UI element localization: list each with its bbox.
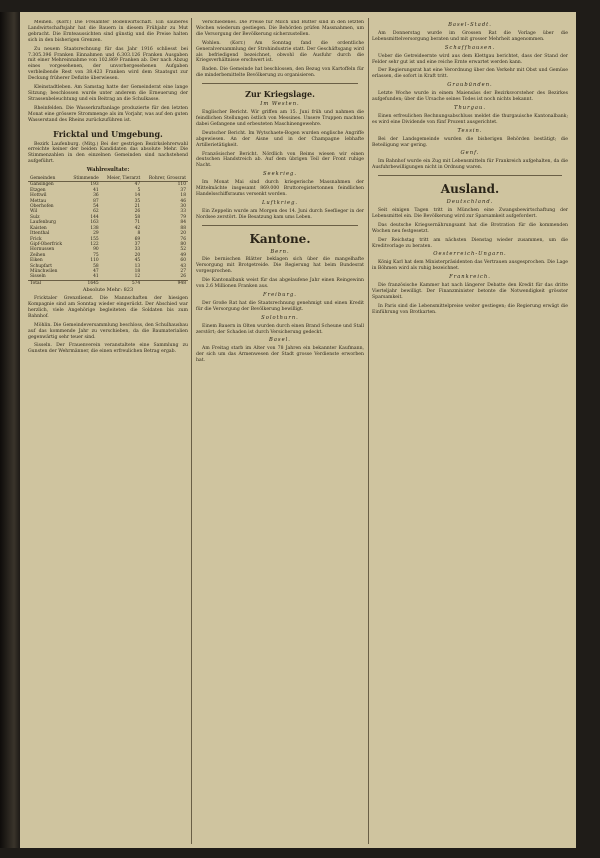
table-cell: 33 [180, 209, 186, 215]
subheading: Thurgau. [453, 104, 487, 111]
subheading: Im Westen. [260, 101, 300, 108]
column-middle [196, 20, 364, 844]
table-header: Stimmende [68, 176, 101, 182]
table-cell: 43 [180, 263, 186, 269]
article-paragraph: Seit einigen Tagen tritt in München eine Zwangsbewirtschaftung der Lebensmittel ein. Die Bevölkerung wird zur Sparsamkeit aufgefordert. [372, 208, 568, 219]
subheading: Solothurn. [261, 314, 299, 321]
article-paragraph: Englischer Bericht. Wir griffen am 15. Juni früh und nahmen die feindlichen Stellungen östlich von Messines. Unsere Truppen machten dabei Gefangene und erbeuteten Maschinengewehre. [196, 110, 364, 127]
table-cell: 13 [134, 263, 141, 269]
table-cell: 58 [134, 214, 141, 220]
table-cell: 155 [90, 236, 99, 242]
table-cell: 110 [177, 182, 186, 188]
table-cell: 8 [137, 231, 141, 237]
article-paragraph: Der Regierungsrat hat eine Verordnung über den Verkehr mit Obst und Gemüse erlassen, die sofort in Kraft tritt. [372, 68, 568, 80]
article-paragraph: Bezirk Laufenburg. (Mitg.) Bei der gestrigen Bezirkslehrerwahl erreichte keiner der beiden Kandidaten das absolute Mehr. Die Stimmenzahlen in den einzelnen Gemeinden sind nachstehend aufgeführt. [28, 141, 188, 165]
article-paragraph: Letzte Woche wurde in einem Maiensäss der Bezirksvorsteher des Bezirkes aufgefunden; über die Ursache seines Todes ist noch nichts bekannt. [372, 91, 568, 103]
table-cell: Oberhofen [30, 204, 54, 210]
table-cell: 49 [180, 252, 186, 258]
table-cell: 41 [93, 274, 99, 280]
absolute-majority-note: Absolute Mehr: 823 [82, 287, 134, 294]
table-title: Wahlresultate: [86, 167, 130, 174]
article-paragraph: Die französische Kammer hat nach längerer Debatte den Kredit für das dritte Vierteljahr bewilligt. Der Finanzminister betonte die Notwendigkeit grösster Sparsamkeit. [372, 283, 568, 300]
table-cell: 42 [134, 225, 141, 231]
table-row [28, 280, 188, 286]
table-cell: 60 [180, 258, 186, 264]
table-cell: 948 [142, 280, 188, 286]
subheading: Graubünden. [447, 82, 493, 89]
subheading: Basel. [269, 337, 291, 344]
article-paragraph: Ein Zeppelin wurde am Morgen des 14. Juni durch Seeflieger in der Nordsee zerstört. Die Besatzung kam ums Leben. [196, 208, 364, 220]
table-cell: 47 [134, 182, 141, 188]
election-results-table [28, 176, 188, 286]
table-cell: Etzgen [30, 187, 46, 193]
article-paragraph: Bei der Landsgemeinde wurden die bisherigen Behörden bestätigt; die Beteiligung war gering. [372, 136, 568, 148]
table-cell: Frick [30, 236, 42, 242]
table-cell: 26 [180, 274, 186, 280]
column-right [372, 20, 568, 844]
table-cell: 71 [134, 220, 141, 226]
article-paragraph: Die bernischen Blätter beklagen sich über die mangelhafte Versorgung mit Brotgetreide. Die Regierung hat beim Bundesrat vorgesprochen. [196, 257, 364, 275]
table-cell: 163 [90, 220, 99, 226]
article-paragraph: Im Bahnhof wurde ein Zug mit Lebensmitteln für Frankreich aufgehalten, da die Ausfuhrbewilligungen nicht in Ordnung waren. [372, 159, 568, 171]
subheading: Genf. [460, 150, 480, 157]
column-rule [191, 18, 192, 844]
table-cell: 47 [93, 268, 99, 274]
table-cell: 87 [93, 198, 99, 204]
article-paragraph: Möhlin. Die Gemeindeversammlung beschloss, den Schulhausbau auf das kommende Jahr zu verschieben, da die Baumaterialien gegenwärtig sehr teuer sind. [28, 322, 188, 340]
table-cell: Münchwilen [30, 268, 58, 274]
article-paragraph: Deutscher Bericht. Im Wytschaete-Bogen wurden englische Angriffe abgewiesen. An der Aisne und in der Champagne lebhafte Artillerietätigkeit. [196, 130, 364, 148]
table-cell: Kaisten [30, 225, 47, 231]
article-paragraph: Im Monat Mai sind durch kriegerische Massnahmen der Mittelmächte insgesamt 869.000 Bruttoregistertonnen feindlichen Handelsschiffsraums versenkt worden. [196, 180, 364, 197]
table-cell: Total [28, 280, 68, 286]
section-heading-fricktal: Fricktal und Umgebung. [53, 128, 163, 139]
table-header: Rohrer, Grossrat [142, 176, 188, 182]
table-cell: 21 [134, 204, 141, 210]
subheading: Oesterreich-Ungarn. [433, 251, 507, 258]
table-header: Meier, Tierarzt [101, 176, 143, 182]
table-cell: 41 [93, 187, 99, 193]
table-cell: 20 [180, 231, 186, 237]
divider [202, 83, 358, 84]
subheading: Luftkrieg. [261, 199, 299, 206]
table-cell: 29 [93, 231, 99, 237]
table-cell: 80 [180, 241, 186, 247]
article-paragraph: Einen erfreulichen Rechnungsabschluss meldet die thurgauische Kantonalbank; es wird eine Dividende von fünf Prozent ausgerichtet. [372, 113, 568, 125]
table-cell: 75 [93, 252, 99, 258]
article-paragraph: Fricktaler Grenzdienst. Die Mannschaften der hiesigen Kompagnie sind am Sonntag wieder eingerückt. Der Abschied war herzlich, viele Angehörige begleiteten die Soldaten bis zum Bahnhof. [28, 296, 188, 319]
article-paragraph: Verschiedenes. Die Preise für Milch und Butter sind in den letzten Wochen wiederum gestiegen. Die Behörden prüfen Massnahmen, um die Versorgung der Bevölkerung sicherzustellen. [196, 20, 364, 37]
table-cell: Gipf-Oberfrick [30, 241, 63, 247]
table-cell: 76 [180, 236, 186, 242]
divider [202, 225, 358, 226]
table-cell: 79 [180, 214, 186, 220]
table-cell: Mettau [30, 198, 47, 204]
table-cell: 36 [93, 193, 99, 199]
table-cell: Sulz [30, 214, 40, 220]
table-cell: 5 [137, 187, 141, 193]
article-paragraph: König Karl hat dem Ministerpräsidenten das Vertrauen ausgesprochen. Die Lage in Böhmen wird als ruhig bezeichnet. [372, 260, 568, 272]
divider [378, 175, 562, 176]
subheading: Schaffhausen. [444, 44, 496, 51]
table-cell: Hornussen [30, 247, 55, 253]
column-rule [368, 18, 369, 844]
table-cell: 84 [180, 220, 186, 226]
table-cell: 110 [90, 258, 99, 264]
section-heading-ausland: Ausland. [440, 182, 500, 197]
table-cell: 54 [93, 204, 99, 210]
table-cell: 122 [90, 241, 99, 247]
subheading: Seekrieg. [262, 171, 297, 178]
table-cell: 33 [134, 247, 141, 253]
table-cell: Sisseln [30, 274, 46, 280]
table-cell: 58 [93, 263, 99, 269]
table-cell: Laufenburg [30, 220, 56, 226]
subheading: Bern. [270, 248, 290, 255]
section-heading-kantone: Kantone. [249, 231, 311, 246]
article-paragraph: Die Kantonalbank weist für das abgelaufene Jahr einen Reingewinn von 2.6 Millionen Franken aus. [196, 278, 364, 290]
article-paragraph: Einem Bauern in Olten wurden durch einen Brand Scheune und Stall zerstört; der Schaden ist durch Versicherung gedeckt. [196, 323, 364, 335]
table-cell: 12 [134, 274, 141, 280]
table-cell: 37 [180, 187, 186, 193]
table-cell: 26 [134, 209, 141, 215]
table-cell: 27 [180, 268, 186, 274]
table-cell: Eiken [30, 258, 43, 264]
article-paragraph: Sisseln. Der Frauenverein veranstaltete eine Sammlung zu Gunsten der Wehrmänner, die einen erfreulichen Betrag ergab. [28, 343, 188, 355]
article-paragraph: Am Donnerstag wurde im Grossen Rat die Vorlage über die Lebensmittelversorgung beraten und mit grosser Mehrheit angenommen. [372, 30, 568, 42]
article-paragraph: Der Große Rat hat die Staatsrechnung genehmigt und einen Kredit für die Versorgung der Bevölkerung bewilligt. [196, 300, 364, 312]
newspaper-page [20, 12, 576, 848]
column-left [28, 20, 188, 844]
table-cell: 69 [134, 236, 141, 242]
table-cell: 14 [134, 193, 141, 199]
article-paragraph: Baden. Die Gemeinde hat beschlossen, den Bezug von Kartoffeln für die minderbemittelte Bevölkerung zu organisieren. [196, 67, 364, 79]
table-cell: Zeihen [30, 252, 46, 258]
book-spine [0, 12, 20, 848]
table-cell: 62 [93, 209, 99, 215]
article-paragraph: Zu neuem Staatsrechnung für das Jahr 1916 schliesst bei 7.305.396 Franken Einnahmen und 6.303.126 Franken Ausgaben mit einer Mehreinnahme von 102.869 Franken ab. Der nach Abzug eines vorgesehenen, der unvorhergesehenen Aufgaben verbleibende Rest von 38.423 Franken wird dem Staatsgut zur Deckung früherer Defizite überwiesen. [28, 46, 188, 82]
section-heading-kriegslage: Zur Kriegslage. [245, 89, 315, 100]
subheading: Freiburg. [263, 292, 297, 298]
table-cell: 37 [134, 241, 141, 247]
subheading: Frankreich. [449, 274, 491, 281]
table-cell: 574 [101, 280, 143, 286]
subheading: Deutschland. [446, 199, 494, 206]
article-paragraph: Der Reichstag tritt am nächsten Dienstag wieder zusammen, um die Kreditvorlage zu beraten. [372, 237, 568, 249]
table-body [28, 182, 188, 286]
article-paragraph: Meinen. (Korr.) Die Freiämter Bodenwirtschaft. Ein sauberes Landwirtschaftsjahr hat die Bauern in diesem Frühjahr zu Mut gebracht. Die Ernteaussichten sind günstig und die Preise halten sich in den bisherigen Grenzen. [28, 20, 188, 43]
table-cell: 46 [180, 198, 186, 204]
table-cell: 138 [90, 225, 99, 231]
article-paragraph: Ueber die Getreideernte wird aus dem Klettgau berichtet, dass der Stand der Felder sehr gut ist und eine reiche Ernte erwartet werden kann. [372, 53, 568, 65]
table-cell: 45 [134, 258, 141, 264]
table-cell: 52 [180, 247, 186, 253]
subheading: Tessin. [457, 127, 483, 134]
table-cell: 144 [90, 214, 99, 220]
table-cell: 20 [134, 252, 141, 258]
table-cell: 18 [134, 268, 141, 274]
table-cell: 88 [180, 225, 186, 231]
table-cell: Schupfart [30, 263, 53, 269]
table-header: Gemeinden [28, 176, 68, 182]
table-cell: 30 [180, 204, 186, 210]
article-paragraph: Kleinstadtleben. Am Samstag hatte der Gemeinderat eine lange Sitzung; beschlossen wurde unter anderem die Erneuerung der Strassenbeleuchtung und ein Beitrag an die Schulkasse. [28, 85, 188, 102]
table-cell: 90 [93, 247, 99, 253]
table-cell: 1645 [68, 280, 101, 286]
table-cell: 193 [90, 182, 99, 188]
table-cell: Gansingen [30, 182, 54, 188]
article-paragraph: Wohlen. (Korr.) Am Sonntag fand die ordentliche Generalversammlung der Strohindustrie statt. Der Geschäftsgang wird als befriedigend bezeichnet, obwohl die Ausfuhr durch die Kriegsverhältnisse erschwert ist. [196, 40, 364, 64]
table-cell: Hottwil [30, 193, 47, 199]
table-cell: Wil [30, 209, 38, 215]
table-cell: Ittenthal [30, 231, 50, 237]
table-cell: 18 [180, 193, 186, 199]
subheading: Basel-Stadt. [448, 22, 492, 28]
article-paragraph: In Paris sind die Lebensmittelpreise weiter gestiegen; die Regierung erwägt die Einführung von Brotkarten. [372, 303, 568, 315]
article-paragraph: Französischer Bericht. Nördlich von Reims wiesen wir einen deutschen Handstreich ab. Auf dem übrigen Teil der Front ruhige Nacht. [196, 151, 364, 169]
table-header-row [28, 176, 188, 182]
article-paragraph: Am Freitag starb im Alter von 78 Jahren ein bekannter Kaufmann, der sich um das Armenwesen der Stadt grosse Verdienste erworben hat. [196, 346, 364, 364]
article-paragraph: Rheinfelden. Die Wasserkraftanlage produzierte für den letzten Monat eine grössere Strommenge als im Vorjahr, was auf den guten Wasserstand des Rheins zurückzuführen ist. [28, 105, 188, 123]
article-paragraph: Das deutsche Kriegsernährungsamt hat die Brotration für die kommenden Wochen neu festgesetzt. [372, 222, 568, 234]
table-cell: 35 [134, 198, 141, 204]
